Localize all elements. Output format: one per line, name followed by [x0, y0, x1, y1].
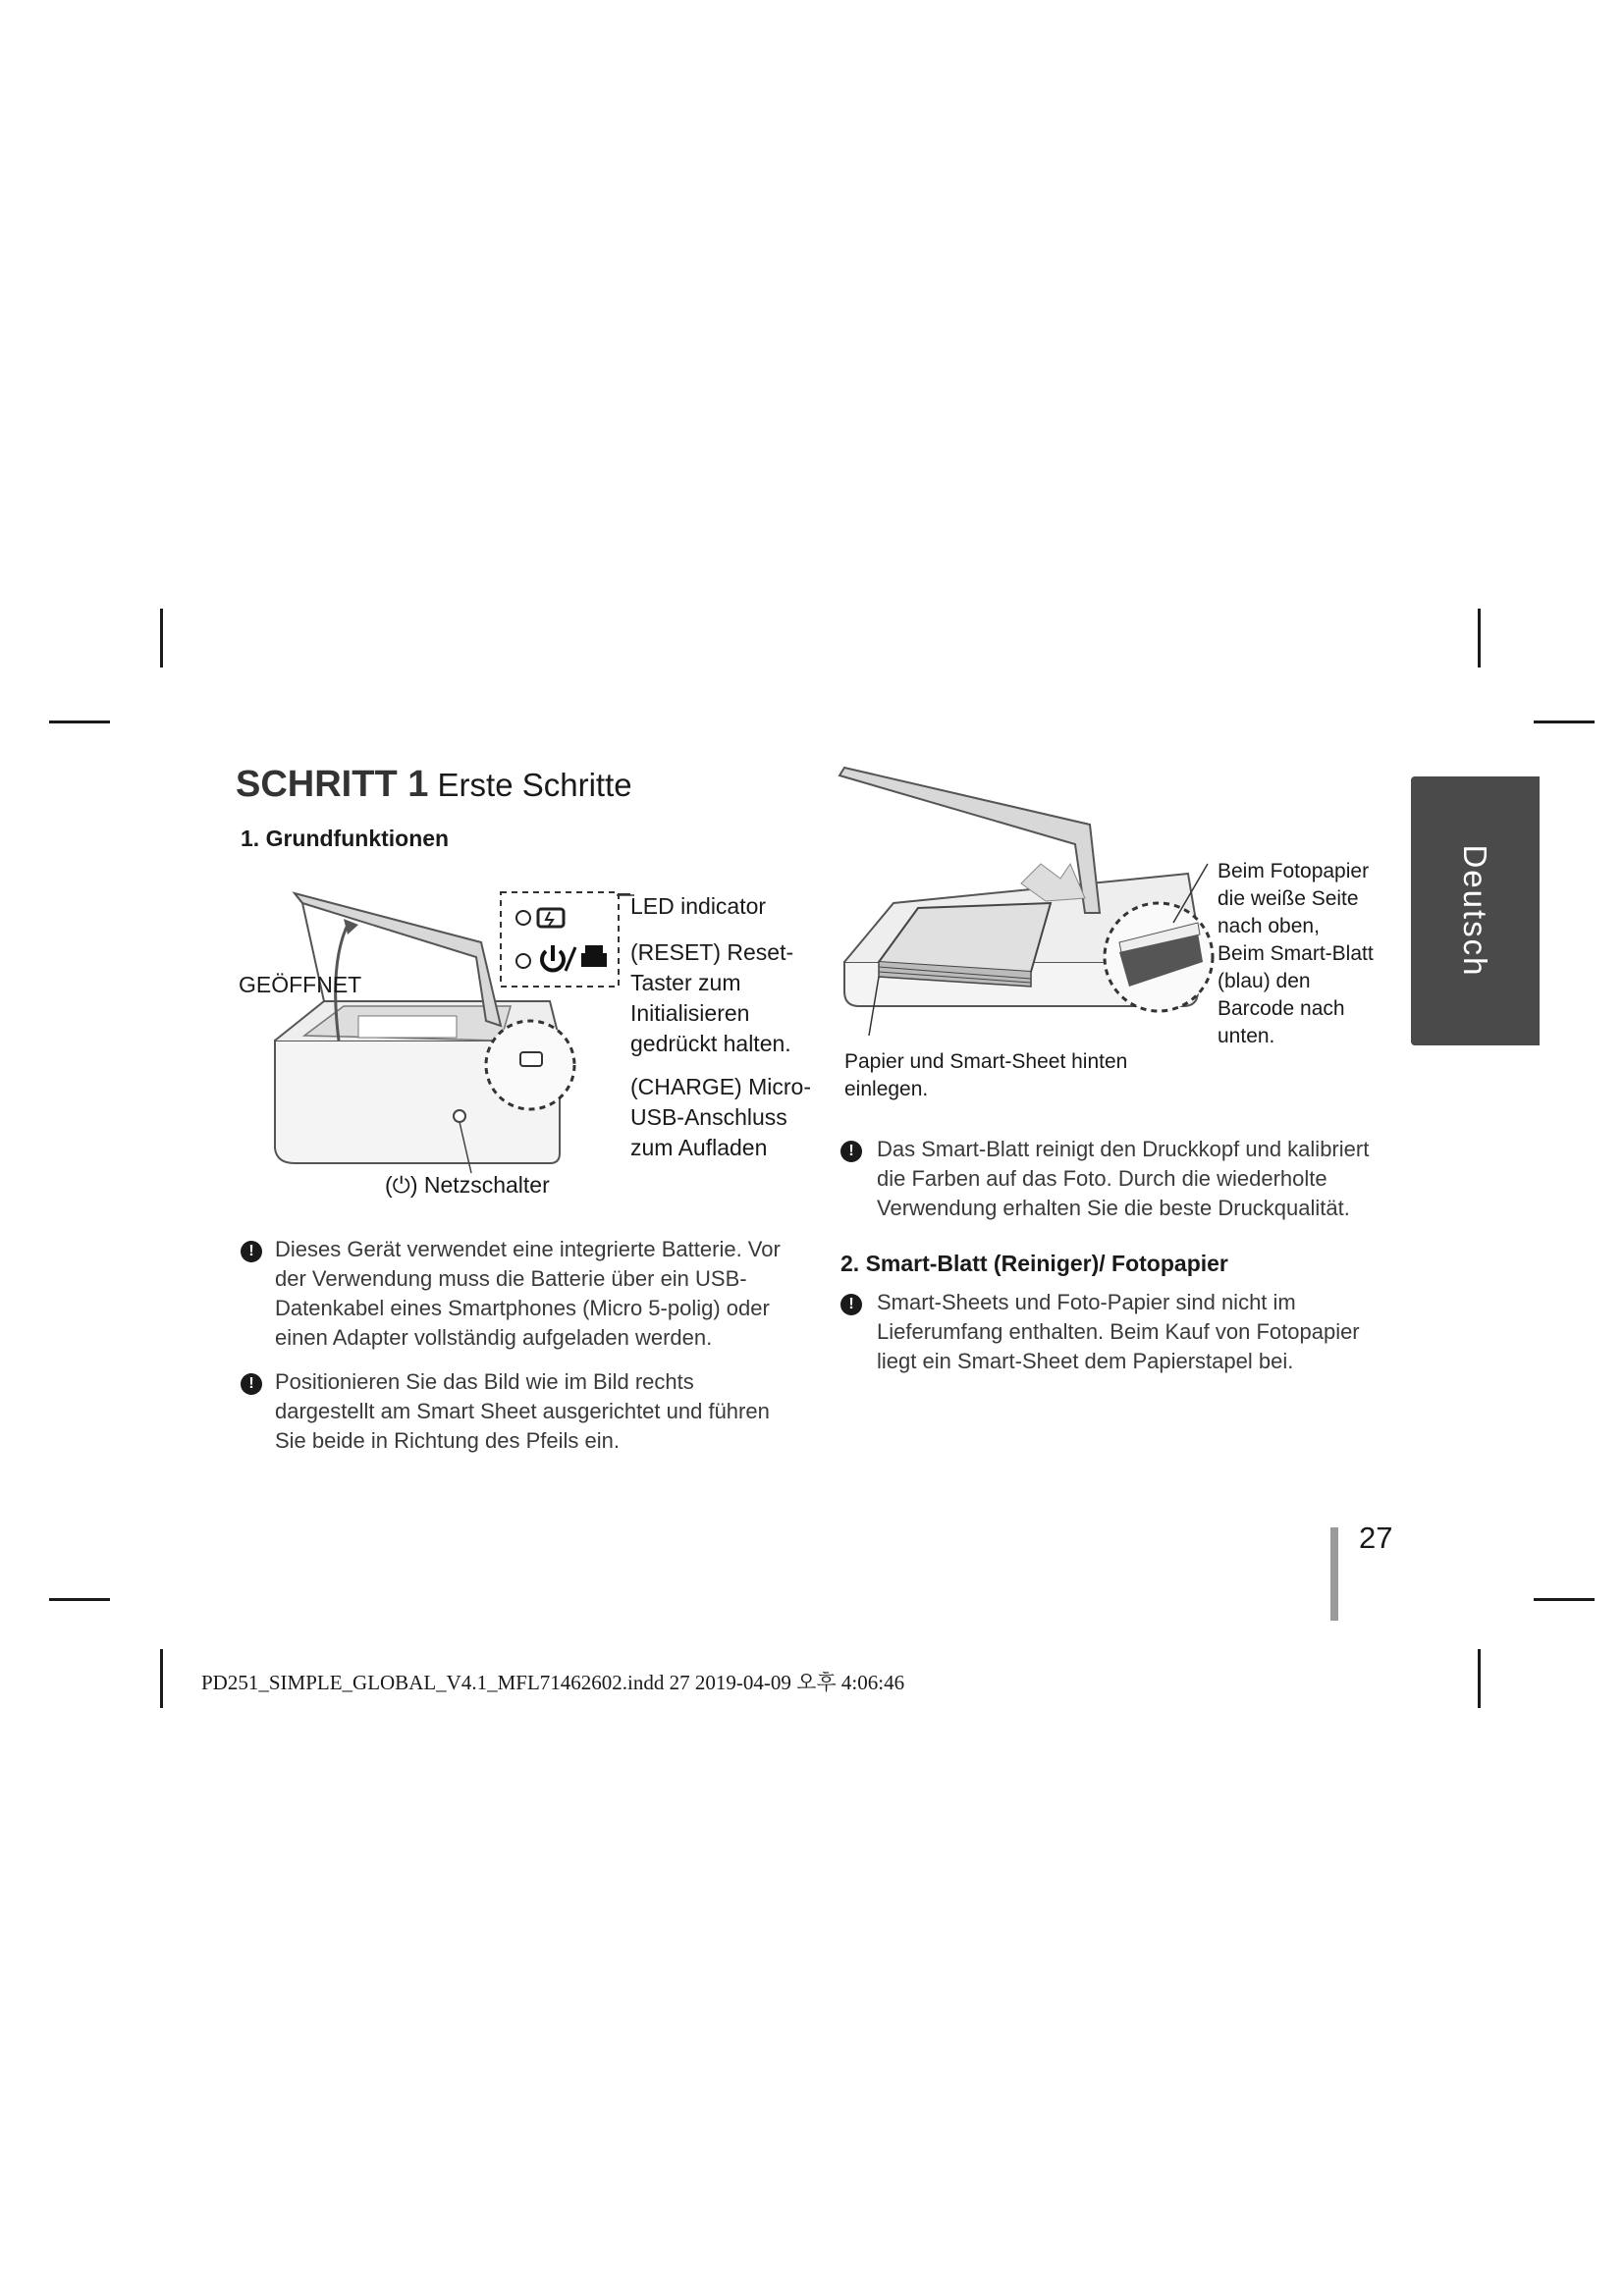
print-footer: PD251_SIMPLE_GLOBAL_V4.1_MFL71462602.indd 27 2019-04-09 오후 4:06:46: [201, 1671, 905, 1694]
crop-mark: [49, 1598, 110, 1601]
label-line: unten.: [1218, 1025, 1275, 1047]
note-line: die Farben auf das Foto. Durch die wiederholte: [877, 1166, 1327, 1191]
led-indicator-panel: [499, 890, 636, 988]
note-line: Smart-Sheets und Foto-Papier sind nicht im: [877, 1290, 1296, 1314]
section-heading-1: 1. Grundfunktionen: [241, 826, 450, 851]
step-title: Erste Schritte: [437, 767, 632, 803]
label-line: Beim Fotopapier: [1218, 860, 1370, 882]
label-line: Barcode nach: [1218, 997, 1345, 1020]
note-icon: !: [241, 1373, 262, 1395]
note-battery: [275, 1235, 781, 1353]
label-charge-line: zum Aufladen: [630, 1135, 768, 1160]
page-number-bar: [1330, 1527, 1338, 1621]
crop-mark: [1478, 609, 1481, 667]
note-line: der Verwendung muss die Batterie über ein USB-: [275, 1266, 747, 1291]
label-power-switch: (⏻) Netzschalter: [385, 1172, 550, 1198]
label-reset-line: Taster zum: [630, 970, 741, 995]
crop-mark: [1534, 721, 1595, 723]
label-insert-paper: [844, 1048, 1127, 1103]
note-line: liegt ein Smart-Sheet dem Papierstapel bei.: [877, 1349, 1294, 1373]
crop-mark: [1534, 1598, 1595, 1601]
label-line: nach oben,: [1218, 915, 1320, 937]
label-led-indicator: LED indicator: [630, 893, 767, 919]
note-line: Dieses Gerät verwendet eine integrierte Batterie. Vor: [275, 1237, 781, 1261]
label-reset-line: gedrückt halten.: [630, 1031, 791, 1056]
crop-mark: [1478, 1649, 1481, 1708]
step-number: SCHRITT 1: [236, 764, 429, 805]
page-title: [236, 764, 632, 806]
note-icon: !: [840, 1141, 862, 1162]
note-line: einen Adapter vollständig aufgeladen werden.: [275, 1325, 713, 1350]
note-line: Positionieren Sie das Bild wie im Bild rechts: [275, 1369, 694, 1394]
page-number: 27: [1359, 1521, 1393, 1555]
label-opened: GEÖFFNET: [239, 972, 362, 997]
label-line: die weiße Seite: [1218, 887, 1359, 910]
label-charge-line: (CHARGE) Micro-: [630, 1074, 811, 1099]
label-reset-line: Initialisieren: [630, 1000, 750, 1026]
label-line: Papier und Smart-Sheet hinten: [844, 1050, 1128, 1073]
label-line: einlegen.: [844, 1078, 929, 1100]
label-charge: [630, 1072, 811, 1163]
note-icon: !: [840, 1294, 862, 1315]
note-icon: !: [241, 1241, 262, 1262]
crop-mark: [49, 721, 110, 723]
label-reset: [630, 937, 793, 1059]
note-line: Datenkabel eines Smartphones (Micro 5-polig) oder: [275, 1296, 770, 1320]
crop-mark: [160, 609, 163, 667]
note-not-included: [877, 1288, 1360, 1376]
paper-loading-illustration: [835, 766, 1247, 1060]
note-line: Verwendung erhalten Sie die beste Druckqualität.: [877, 1196, 1350, 1220]
section-heading-2: 2. Smart-Blatt (Reiniger)/ Fotopapier: [840, 1251, 1228, 1276]
leader-line: [619, 893, 630, 895]
language-tab-label: Deutsch: [1457, 844, 1493, 978]
label-charge-line: USB-Anschluss: [630, 1104, 787, 1130]
note-position: [275, 1367, 770, 1456]
label-reset-line: (RESET) Reset-: [630, 939, 794, 965]
label-line: (blau) den: [1218, 970, 1311, 992]
crop-mark: [160, 1649, 163, 1708]
note-smart-sheet: [877, 1135, 1369, 1223]
note-line: dargestellt am Smart Sheet ausgerichtet und führen: [275, 1399, 770, 1423]
note-line: Lieferumfang enthalten. Beim Kauf von Fotopapier: [877, 1319, 1360, 1344]
note-line: Sie beide in Richtung des Pfeils ein.: [275, 1428, 620, 1453]
note-line: Das Smart-Blatt reinigt den Druckkopf und kalibriert: [877, 1137, 1370, 1161]
label-line: Beim Smart-Blatt: [1218, 942, 1374, 965]
label-paper-orientation: [1218, 858, 1374, 1050]
